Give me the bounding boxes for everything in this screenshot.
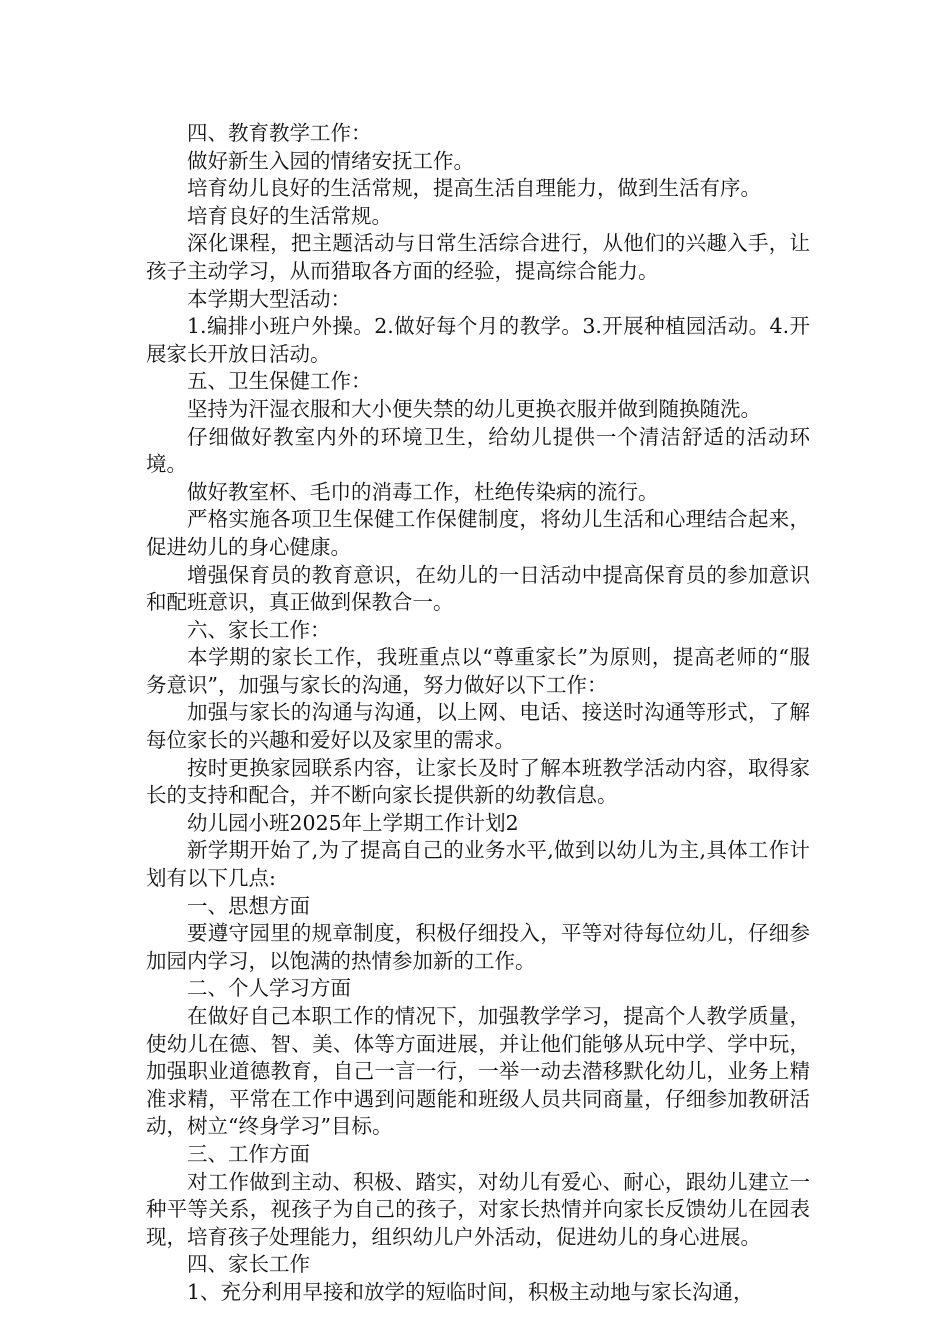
paragraph: 本学期的家长工作，我班重点以“尊重家长”为原则，提高老师的“服务意识”，加强与家长的沟通，努力做好以下工作： — [146, 645, 810, 697]
paragraph: 增强保育员的教育意识，在幼儿的一日活动中提高保育员的参加意识和配班意识，真正做到保教合一。 — [146, 562, 810, 615]
paragraph: 加强与家长的沟通与沟通，以上网、电话、接送时沟通等形式，了解每位家长的兴趣和爱好以及家里的需求。 — [146, 700, 810, 753]
paragraph: 要遵守园里的规章制度，积极仔细投入，平等对待每位幼儿，仔细参加园内学习，以饱满的热情参加新的工作。 — [146, 921, 810, 973]
paragraph: 新学期开始了,为了提高自己的业务水平,做到以幼儿为主,具体工作计划有以下几点: — [146, 838, 810, 891]
section-heading-health: 五、卫生保健工作： — [187, 369, 372, 394]
paragraph: 在做好自己本职工作的情况下，加强教学学习，提高个人教学质量，使幼儿在德、智、美、体等方面进展，并让他们能够从玩中学、学中玩，加强职业道德教育，自己一言一行，一举一动去潜移默化幼儿，业务上精准求精，平常在工作中遇到问题能和班级人员共同商量，仔细参加教研活动，树立“终身学习”目标。 — [146, 1004, 810, 1139]
paragraph: 对工作做到主动、积极、踏实，对幼儿有爱心、耐心，跟幼儿建立一种平等关系，视孩子为自己的孩子，对家长热情并向家长反馈幼儿在园表现，培育孩子处理能力，组织幼儿户外活动，促进幼儿的身心进展。 — [146, 1169, 810, 1249]
section-heading-education: 四、教育教学工作： — [187, 121, 372, 145]
section-heading-work: 三、工作方面 — [187, 1141, 310, 1166]
paragraph: 培育幼儿良好的生活常规，提高生活自理能力，做到生活有序。 — [187, 176, 761, 201]
paragraph: 深化课程，把主题活动与日常生活综合进行，从他们的兴趣入手，让孩子主动学习，从而猎取各方面的经验，提高综合能力。 — [146, 231, 810, 283]
paragraph: 做好新生入园的情绪安抚工作。 — [187, 148, 474, 173]
section-heading-parents: 六、家长工作： — [187, 617, 331, 642]
paragraph: 严格实施各项卫生保健工作保健制度，将幼儿生活和心理结合起来，促进幼儿的身心健康。 — [146, 507, 810, 559]
document-body — [146, 120, 810, 1307]
paragraph: 培育良好的生活常规。 — [187, 203, 392, 228]
paragraph: 1、充分利用早接和放学的短临时间，积极主动地与家长沟通， — [187, 1279, 754, 1304]
section-heading-parent-work: 四、家长工作 — [187, 1252, 310, 1277]
paragraph: 1.编排小班户外操。2.做好每个月的教学。3.开展种植园活动。4.开展家长开放日活动。 — [146, 314, 810, 366]
paragraph: 仔细做好教室内外的环境卫生，给幼儿提供一个清洁舒适的活动环境。 — [146, 424, 810, 477]
paragraph: 坚持为汗湿衣服和大小便失禁的幼儿更换衣服并做到随换随洗。 — [187, 396, 761, 421]
plan-title: 幼儿园小班2025年上学期工作计划2 — [187, 810, 519, 835]
section-heading-learning: 二、个人学习方面 — [187, 976, 351, 1001]
paragraph: 做好教室杯、毛巾的消毒工作，杜绝传染病的流行。 — [187, 479, 659, 504]
paragraph: 按时更换家园联系内容，让家长及时了解本班教学活动内容，取得家长的支持和配合，并不断向家长提供新的幼教信息。 — [146, 755, 810, 808]
section-heading-thought: 一、思想方面 — [187, 893, 310, 918]
subheading-activities: 本学期大型活动： — [187, 286, 351, 311]
